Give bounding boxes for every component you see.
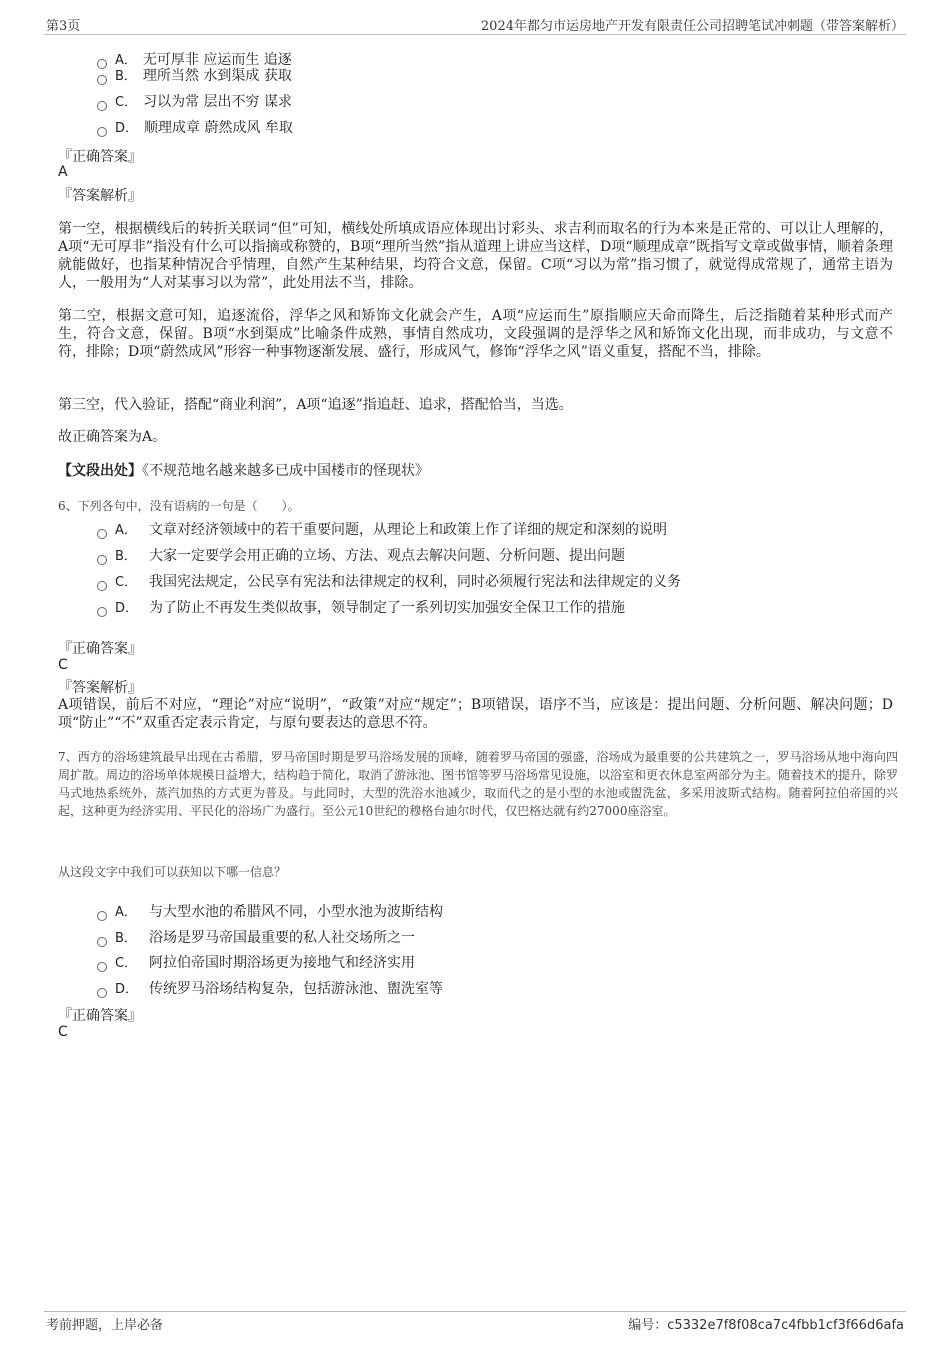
option-key: A． — [115, 53, 137, 68]
q5-option-d[interactable] — [97, 117, 293, 137]
q5-option-c[interactable] — [97, 91, 292, 111]
option-text: 浴场是罗马帝国最重要的私人社交场所之一 — [149, 930, 415, 946]
q5-analysis-paragraph-3: 第三空，代入验证，搭配“商业利润”，A项“追逐”指追赶、追求，搭配恰当，当选。 — [58, 397, 573, 413]
q6-option-d[interactable] — [97, 597, 625, 617]
radio-icon[interactable] — [97, 962, 107, 972]
radio-icon[interactable] — [97, 529, 107, 539]
q7-option-b[interactable] — [97, 927, 415, 947]
q6-analysis-label: 『答案解析』 — [58, 680, 142, 696]
q6-question: 6、下列各句中，没有语病的一句是（ ）。 — [58, 499, 300, 513]
q6-option-c[interactable] — [97, 571, 681, 591]
q5-source — [58, 462, 893, 480]
option-key: C． — [115, 956, 138, 971]
option-text: 习以为常 层出不穷 谋求 — [143, 94, 292, 110]
option-key: A． — [115, 905, 137, 920]
q7-question: 从这段文字中我们可以获知以下哪一信息？ — [58, 865, 287, 879]
option-text: 理所当然 水到渠成 获取 — [142, 68, 292, 84]
radio-icon[interactable] — [97, 101, 107, 111]
q6-analysis: A项错误，前后不对应，“理论”对应“说明”，“政策”对应“规定”；B项错误，语序不当，应该是：提出问题、分析问题、解决问题；D项“防止”“不”双重否定表示肯定，与原句要表达的意思不符。 — [58, 697, 893, 731]
option-key: B． — [115, 931, 137, 946]
header-divider — [44, 34, 906, 35]
code-value: c5332e7f8f08ca7c4fbb1cf3f66d6afa — [667, 1318, 904, 1333]
radio-icon[interactable] — [97, 988, 107, 998]
footer-code — [628, 1314, 904, 1333]
radio-icon[interactable] — [97, 75, 107, 85]
option-text: 传统罗马浴场结构复杂，包括游泳池、盥洗室等 — [149, 981, 443, 997]
radio-icon[interactable] — [97, 555, 107, 565]
option-key: C． — [115, 95, 138, 110]
radio-icon[interactable] — [97, 581, 107, 591]
option-text: 为了防止不再发生类似故事，领导制定了一系列切实加强安全保卫工作的措施 — [149, 600, 625, 616]
option-key: D． — [115, 601, 139, 616]
code-label: 编号： — [628, 1318, 668, 1333]
q7-answer-label: 『正确答案』 — [58, 1008, 142, 1024]
q6-option-b[interactable] — [97, 545, 625, 565]
q7-option-a[interactable] — [97, 901, 443, 921]
q6-option-a[interactable] — [97, 519, 667, 539]
option-key: A． — [115, 523, 137, 538]
q5-analysis-label: 『答案解析』 — [58, 188, 142, 204]
q5-analysis-paragraph-4: 故正确答案为A。 — [58, 429, 167, 445]
option-text: 顺理成章 蔚然成风 牟取 — [144, 120, 293, 136]
q5-option-b[interactable] — [97, 65, 292, 85]
source-title: 《不规范地名越来越多已成中国楼市的怪现状》 — [142, 463, 429, 479]
option-text: 我国宪法规定，公民享有宪法和法律规定的权利，同时必须履行宪法和法律规定的义务 — [149, 574, 681, 590]
q5-analysis-paragraph-1: 第一空，根据横线后的转折关联词“但”可知，横线处所填成语应体现出讨彩头、求吉利而取名的行为本来是正常的、可以让人理解的，A项“无可厚非”指没有什么可以指摘或称赞的，B项“理所当然”指从道理上讲应当这样，D项“顺理成章”既指写文章或做事情，顺着条理就能做好，也指某种情况合乎情理，自然产生某种结果，均符合文意，保留。C项“习以为常”指习惯了，就觉得成常规了，通常主语为人，一般用为“人对某事习以为常”，此处用法不当，排除。 — [58, 221, 893, 291]
option-text: 阿拉伯帝国时期浴场更为接地气和经济实用 — [149, 955, 415, 971]
page-number: 第3页 — [46, 19, 81, 34]
option-key: B． — [115, 69, 137, 84]
radio-icon[interactable] — [97, 607, 107, 617]
q7-option-c[interactable] — [97, 952, 415, 972]
q5-answer-label: 『正确答案』 — [58, 149, 142, 165]
q5-analysis-paragraph-2: 第二空，根据文意可知，追逐流俗，浮华之风和矫饰文化就会产生，A项“应运而生”原指顺应天命而降生，后泛指随着某种形式而产生，符合文意，保留。B项“水到渠成”比喻条件成熟，事情自然成功，文段强调的是浮华之风和矫饰文化出现，而非成功，与文意不符，排除；D项“蔚然成风”形容一种事物逐渐发展、盛行，形成风气，修饰“浮华之风”语义重复，搭配不当，排除。 — [58, 308, 893, 360]
source-label: 【文段出处】 — [58, 463, 142, 479]
q6-answer: C — [58, 657, 68, 673]
option-text: 文章对经济领域中的若干重要问题，从理论上和政策上作了详细的规定和深刻的说明 — [149, 522, 667, 538]
q7-option-d[interactable] — [97, 978, 443, 998]
option-key: D． — [115, 982, 139, 997]
option-key: C． — [115, 575, 138, 590]
document-title: 2024年都匀市运房地产开发有限责任公司招聘笔试冲刺题（带答案解析） — [480, 19, 904, 34]
option-text: 与大型水池的希腊风不同，小型水池为波斯结构 — [149, 904, 443, 920]
footer-divider — [44, 1311, 906, 1312]
radio-icon[interactable] — [97, 911, 107, 921]
option-text: 大家一定要学会用正确的立场、方法、观点去解决问题、分析问题、提出问题 — [149, 548, 625, 564]
option-key: D． — [115, 121, 139, 136]
q5-answer: A — [58, 164, 68, 180]
q6-answer-label: 『正确答案』 — [58, 641, 142, 657]
option-key: B． — [115, 549, 137, 564]
radio-icon[interactable] — [97, 127, 107, 137]
q7-answer: C — [58, 1024, 68, 1040]
radio-icon[interactable] — [97, 937, 107, 947]
footer-slogan: 考前押题，上岸必备 — [46, 1318, 164, 1333]
q7-passage: 7、西方的浴场建筑最早出现在古希腊，罗马帝国时期是罗马浴场发展的顶峰，随着罗马帝国的强盛，浴场成为最重要的公共建筑之一，罗马浴场从地中海向四周扩散。周边的浴场单体规模日益增大，结构趋于简化，取消了游泳池、图书馆等罗马浴场常见设施，以浴室和更衣休息室两部分为主。随着技术的提升，除罗马式地热系统外，蒸汽加热的方式更为普及。与此同时，大型的洗浴水池减少，取而代之的是小型的水池或盥洗盆，多采用波斯式结构。随着阿拉伯帝国的兴起，这种更为经济实用、平民化的浴场广为盛行。至公元10世纪的穆格台迪尔时代，仅巴格达就有约27000座浴室。 — [58, 750, 899, 818]
option-text: 无可厚非 应运而生 追逐 — [142, 52, 292, 68]
